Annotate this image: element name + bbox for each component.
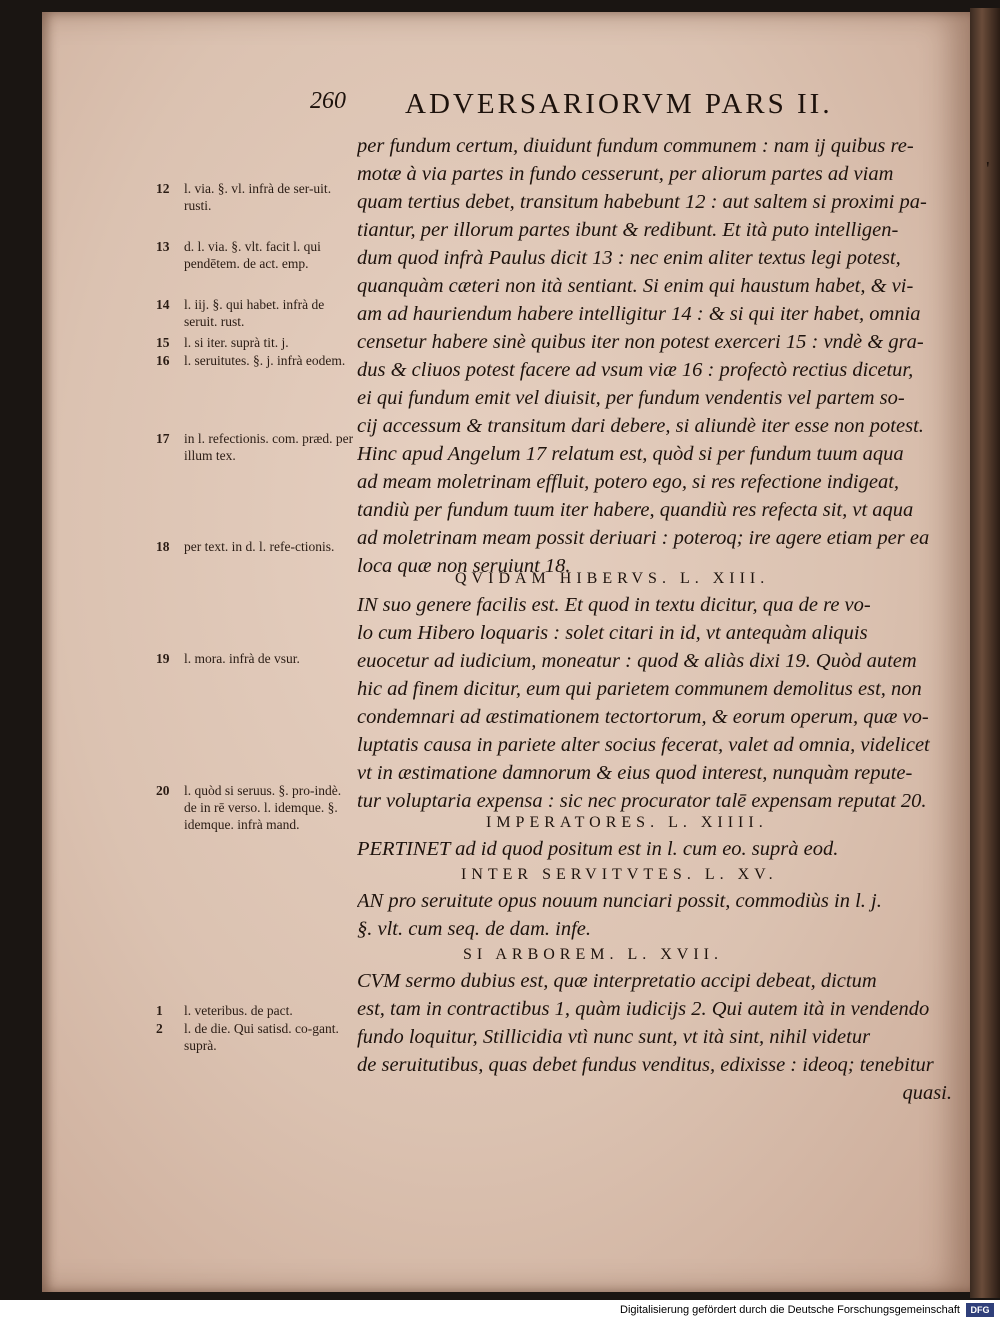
text-line: censetur habere sinè quibus iter non potest exerceri 15 : vndè & gra- <box>357 331 924 353</box>
note-text: l. via. §. vl. infrà de ser-uit. rusti. <box>184 181 332 213</box>
section-heading: IMPERATORES. L. XIIII. <box>486 814 768 831</box>
margin-note <box>156 1002 356 1019</box>
note-text: per text. in d. l. refe-ctionis. <box>184 539 335 554</box>
text-line: motæ à via partes in fundo cesserunt, per aliorum partes ad viam <box>357 163 894 185</box>
note-number: 13 <box>156 239 170 254</box>
text-line: tiantur, per illorum partes ibunt & redibunt. Et ità puto intelligen- <box>357 219 899 241</box>
text-line: Hinc apud Angelum 17 relatum est, quòd si per fundum tuum aqua <box>357 443 904 465</box>
text-line: hic ad finem dicitur, eum qui parietem communem demolitus est, non <box>357 678 922 700</box>
note-number: 15 <box>156 335 170 350</box>
note-number: 17 <box>156 431 170 446</box>
note-number: 12 <box>156 181 170 196</box>
margin-note <box>156 296 356 330</box>
text-line: vt in æstimatione damnorum & eius quod interest, nunquàm repute- <box>357 762 913 784</box>
margin-note <box>156 334 356 351</box>
text-line: dum quod infrà Paulus dicit 13 : nec enim aliter textus legi potest, <box>357 247 901 269</box>
text-line: loca quæ non seruiunt 18. <box>357 555 571 577</box>
page-header <box>0 88 1000 128</box>
section-heading: INTER SERVITVTES. L. XV. <box>461 866 778 883</box>
note-number: 18 <box>156 539 170 554</box>
margin-note <box>156 430 356 464</box>
note-number: 1 <box>156 1003 163 1018</box>
note-text: l. veteribus. de pact. <box>184 1003 293 1018</box>
text-line: CVM sermo dubius est, quæ interpretatio accipi debeat, dictum <box>357 970 877 992</box>
note-number: 19 <box>156 651 170 666</box>
text-line: ad moletrinam meam possit deriuari : poteroq; ire agere etiam per ea <box>357 527 930 549</box>
margin-note <box>156 180 356 214</box>
text-line: tandiù per fundum tuum iter habere, quandiù res refecta sit, vt aqua <box>357 499 914 521</box>
text-line: am ad hauriendum habere intelligitur 14 : & si qui iter habet, omnia <box>357 303 921 325</box>
text-line: fundo loquitur, Stillicidia vtì nunc sunt, vt ità sint, nihil videtur <box>357 1026 871 1048</box>
section-heading: SI ARBOREM. L. XVII. <box>463 946 724 963</box>
margin-mark: ' <box>986 158 990 180</box>
note-number: 14 <box>156 297 170 312</box>
margin-note <box>156 650 356 667</box>
text-line: ei qui fundum emit vel diuisit, per fundum vendentis vel partem so- <box>357 387 905 409</box>
margin-note <box>156 1020 356 1054</box>
text-line: IN suo genere facilis est. Et quod in textu dicitur, qua de re vo- <box>357 594 871 616</box>
note-text: l. si iter. suprà tit. j. <box>184 335 289 350</box>
running-title: ADVERSARIORVM PARS II. <box>405 88 833 120</box>
text-line: quam tertius debet, transitum habebunt 12 : aut saltem si proximi pa- <box>357 191 927 213</box>
text-line: AN pro seruitute opus nouum nunciari possit, commodiùs in l. j. <box>357 890 882 912</box>
note-text: l. quòd si seruus. §. pro-indè. de in rē verso. l. idemque. §. idemque. infrà mand. <box>184 783 342 832</box>
dfg-logo: DFG <box>966 1303 994 1317</box>
book-edge <box>970 8 1000 1298</box>
text-line: quasi. <box>902 1082 952 1104</box>
margin-note <box>156 538 356 555</box>
text-line: quanquàm cæteri non ità sentiant. Si enim qui haustum habet, & vi- <box>357 275 914 297</box>
footer-text: Digitalisierung gefördert durch die Deutsche Forschungsgemeinschaft <box>620 1304 960 1316</box>
note-text: l. seruitutes. §. j. infrà eodem. <box>184 353 346 368</box>
section-heading: QVIDAM HIBERVS. L. XIII. <box>455 570 770 587</box>
text-line: est, tam in contractibus 1, quàm iudicijs 2. Qui autem ità in vendendo <box>357 998 930 1020</box>
note-number: 20 <box>156 783 170 798</box>
text-line: tur voluptaria expensa : sic nec procurator talē expensam reputat 20. <box>357 790 927 812</box>
footer <box>0 1300 1000 1321</box>
text-line: cij accessum & transitum dari debere, si aliundè iter esse non potest. <box>357 415 924 437</box>
note-text: d. l. via. §. vlt. facit l. qui pendētem. de act. emp. <box>184 239 321 271</box>
margin-note <box>156 238 356 272</box>
text-line: PERTINET ad id quod positum est in l. cum eo. suprà eod. <box>357 838 839 860</box>
text-line: luptatis causa in pariete alter socius fecerat, valet ad omnia, videlicet <box>357 734 930 756</box>
text-line: per fundum certum, diuidunt fundum communem : nam ij quibus re- <box>357 135 914 157</box>
note-text: l. iij. §. qui habet. infrà de seruit. rust. <box>184 297 325 329</box>
text-line: lo cum Hibero loquaris : solet citari in id, vt antequàm aliquis <box>357 622 868 644</box>
text-line: dus & cliuos potest facere ad vsum viæ 16 : profectò rectius dicetur, <box>357 359 914 381</box>
note-number: 16 <box>156 353 170 368</box>
note-number: 2 <box>156 1021 163 1036</box>
page-number: 260 <box>310 88 346 114</box>
margin-note <box>156 352 356 369</box>
text-line: §. vlt. cum seq. de dam. infe. <box>357 918 591 940</box>
note-text: l. mora. infrà de vsur. <box>184 651 300 666</box>
text-line: euocetur ad iudicium, moneatur : quod & aliàs dixi 19. Quòd autem <box>357 650 917 672</box>
text-line: de seruitutibus, quas debet fundus venditus, edixisse : ideoq; tenebitur <box>357 1054 934 1076</box>
note-text: l. de die. Qui satisd. co-gant. suprà. <box>184 1021 339 1053</box>
text-line: condemnari ad æstimationem tectortorum, & eorum operum, quæ vo- <box>357 706 929 728</box>
note-text: in l. refectionis. com. præd. per illum tex. <box>184 431 354 463</box>
text-line: ad meam moletrinam effluit, potero ego, si res refectione indigeat, <box>357 471 900 493</box>
margin-note <box>156 782 356 833</box>
